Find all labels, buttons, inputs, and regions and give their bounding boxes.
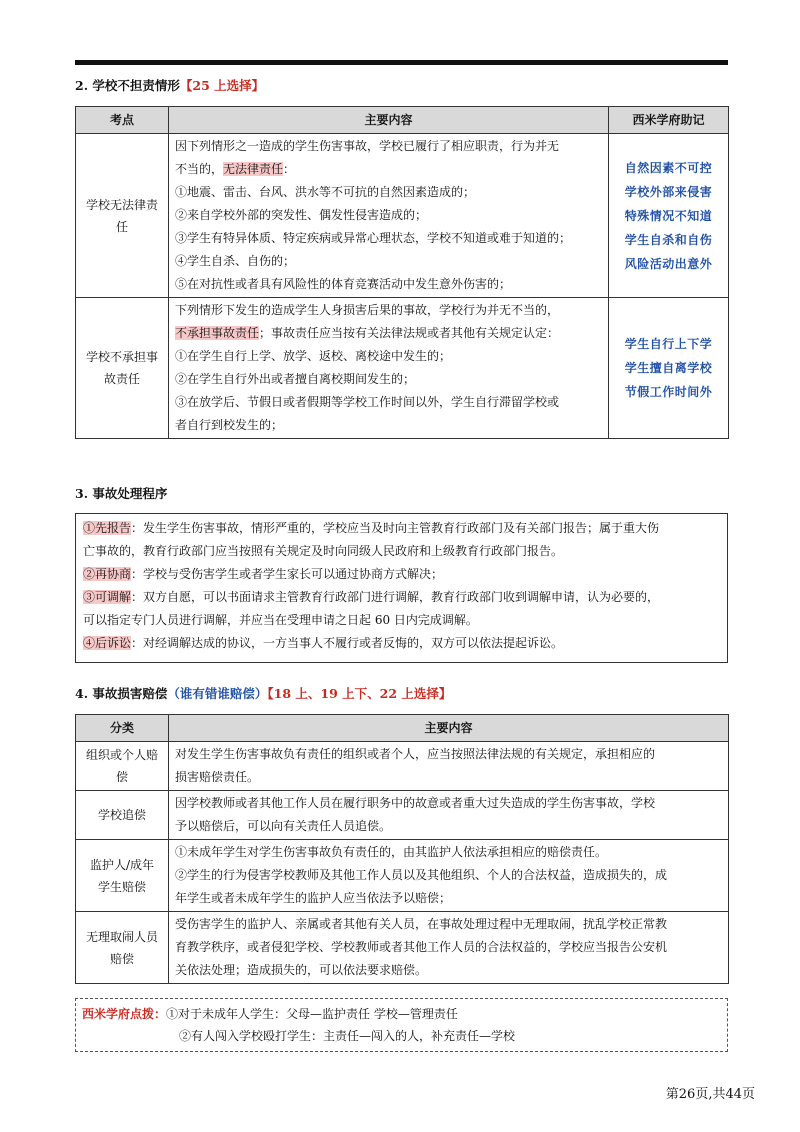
step3-label: ③可调解: [83, 590, 132, 604]
table-header-row: [76, 715, 729, 742]
step4-label: ④后诉讼: [83, 636, 132, 650]
mnemonic-line: 特殊情况不知道: [624, 208, 713, 223]
mnemonic-line: 学生自行上下学: [624, 337, 713, 351]
row1-content: [169, 134, 609, 298]
step2-text: ：学校与受伤害学生或者学生家长可以通过协商方式解决；: [131, 567, 444, 581]
row2-mnemonic: [609, 298, 729, 439]
section4-subtitle: （谁有错谁赔偿）: [167, 686, 268, 701]
tip-line-1: [82, 1003, 721, 1025]
step1-text-cont: 亡事故的，教育行政部门应当按照有关规定及时向同级人民政府和上级教育行政部门报告。: [83, 544, 564, 558]
section4-tag: 【18 上、19 上下、22 上选择】: [267, 686, 452, 701]
content-line: 损害赔偿责任。: [175, 770, 260, 784]
header-category: 分类: [76, 715, 169, 742]
comp-category: 学校追偿: [76, 791, 169, 840]
content-line: 关依法处理；造成损失的，可以依法要求赔偿。: [175, 963, 428, 977]
comp-category: 监护人/成年学生赔偿: [76, 840, 169, 912]
mnemonic-line: 学校外部来侵害: [624, 184, 713, 199]
list-item: ②来自学校外部的突发性、偶发性侵害造成的；: [175, 208, 428, 222]
row2-content: [169, 298, 609, 439]
content-line: ①未成年学生对学生伤害事故负有责任的，由其监护人依法承担相应的赔偿责任。: [175, 845, 608, 859]
row2-highlight: 不承担事故责任: [175, 326, 260, 340]
section2-heading: [75, 76, 264, 94]
tip-label: 西米学府点拨：: [82, 1007, 167, 1021]
step3-text-cont: 可以指定专门人员进行调解，并应当在受理申请之日起 60 日内完成调解。: [83, 613, 478, 627]
comp-content: [169, 742, 729, 791]
header-content: 主要内容: [169, 715, 729, 742]
page-number: 第26页,共44页: [665, 1087, 755, 1102]
procedure-step-4: [83, 632, 720, 655]
content-line: 年学生或者未成年学生的监护人应当依法予以赔偿；: [175, 891, 452, 905]
tip-box: [75, 998, 728, 1052]
procedure-step-3: [83, 586, 720, 609]
content-line: 对发生学生伤害事故负有责任的组织或者个人，应当按照法律法规的有关规定，承担相应的: [175, 747, 656, 761]
step4-text: ：对经调解达成的协议，一方当事人不履行或者反悔的，双方可以依法提起诉讼。: [131, 636, 564, 650]
mnemonic-line: 风险活动出意外: [624, 256, 713, 271]
step3-text: ：双方自愿，可以书面请求主管教育行政部门进行调解，教育行政部门收到调解申请，认为必要的，: [131, 590, 660, 604]
step1-label: ①先报告: [83, 521, 132, 535]
table-row: [76, 298, 729, 439]
table-header-row: [76, 107, 729, 134]
row1-highlight: 无法律责任: [223, 162, 284, 176]
content-line: 受伤害学生的监护人、亲属或者其他有关人员，在事故处理过程中无理取闹，扰乱学校正常教: [175, 917, 668, 931]
section4-table: [75, 714, 729, 984]
section2-title: 2. 学校不担责情形: [75, 78, 180, 93]
step1-text: ：发生学生伤害事故，情形严重的，学校应当及时向主管教育行政部门及有关部门报告；属于重大伤: [131, 521, 660, 535]
row1-intro2a: 不当的，: [175, 162, 224, 176]
comp-content: [169, 912, 729, 984]
header-content: 主要内容: [169, 107, 609, 134]
list-item: ③学生有特异体质、特定疾病或异常心理状态，学校不知道或难于知道的；: [175, 231, 572, 245]
list-item: ②在学生自行外出或者擅自离校期间发生的；: [175, 372, 416, 386]
section4-heading: [75, 684, 451, 702]
list-item: 者自行到校发生的；: [175, 418, 284, 432]
list-item: ④学生自杀、自伤的；: [175, 254, 296, 268]
content-line: 予以赔偿后，可以向有关责任人员追偿。: [175, 819, 392, 833]
row2-intro2: [175, 322, 602, 345]
list-item: ①地震、雷击、台风、洪水等不可抗的自然因素造成的；: [175, 185, 476, 199]
list-item: ③在放学后、节假日或者假期等学校工作时间以外，学生自行滞留学校或: [175, 395, 560, 409]
procedure-step-2: [83, 563, 720, 586]
table-row: [76, 791, 729, 840]
comp-content: [169, 840, 729, 912]
procedure-box: [75, 513, 728, 663]
comp-content: [169, 791, 729, 840]
content-line: 因学校教师或者其他工作人员在履行职务中的故意或者重大过失造成的学生伤害事故，学校: [175, 796, 656, 810]
comp-category: 组织或个人赔偿: [76, 742, 169, 791]
table-row: [76, 840, 729, 912]
mnemonic-line: 自然因素不可控: [624, 160, 713, 175]
top-rule: [75, 60, 728, 65]
table-row: [76, 912, 729, 984]
table-row: [76, 134, 729, 298]
comp-category: 无理取闹人员赔偿: [76, 912, 169, 984]
row1-intro: 因下列情形之一造成的学生伤害事故，学校已履行了相应职责，行为并无: [175, 139, 560, 153]
row1-intro2: [175, 158, 602, 181]
content-line: 育教学秩序，或者侵犯学校、学校教师或者其他工作人员的合法权益的，学校应当报告公安机: [175, 940, 668, 954]
mnemonic-line: 学生擅自离学校: [624, 361, 713, 375]
list-item: ①在学生自行上学、放学、返校、离校途中发生的；: [175, 349, 452, 363]
row2-category: 学校不承担事故责任: [76, 298, 169, 439]
section4-title: 4. 事故损害赔偿: [75, 686, 168, 701]
table-row: [76, 742, 729, 791]
list-item: ⑤在对抗性或者具有风险性的体育竞赛活动中发生意外伤害的；: [175, 277, 512, 291]
header-kaodian: 考点: [76, 107, 169, 134]
section2-tag: 【25 上选择】: [179, 78, 265, 93]
section3-heading: 3. 事故处理程序: [75, 486, 168, 501]
step2-label: ②再协商: [83, 567, 132, 581]
tip-text-2: ②有人闯入学校殴打学生：主责任—闯入的人，补充责任—学校: [179, 1029, 516, 1043]
mnemonic-line: 学生自杀和自伤: [624, 232, 713, 247]
section2-table: [75, 106, 729, 439]
mnemonic-line: 节假工作时间外: [624, 385, 713, 399]
row1-category: 学校无法律责任: [76, 134, 169, 298]
row1-mnemonic: [609, 134, 729, 298]
tip-text-1: ①对于未成年人学生：父母—监护责任 学校—管理责任: [166, 1007, 458, 1021]
row1-intro2b: ：: [283, 162, 296, 176]
row2-intro2b: ；事故责任应当按有关法律法规或者其他有关规定认定：: [259, 326, 560, 340]
procedure-step-1: [83, 517, 720, 540]
header-mnemonic: 西米学府助记: [609, 107, 729, 134]
row2-intro: 下列情形下发生的造成学生人身损害后果的事故，学校行为并无不当的，: [175, 303, 560, 317]
content-line: ②学生的行为侵害学校教师及其他工作人员以及其他组织、个人的合法权益，造成损失的，成: [175, 868, 668, 882]
